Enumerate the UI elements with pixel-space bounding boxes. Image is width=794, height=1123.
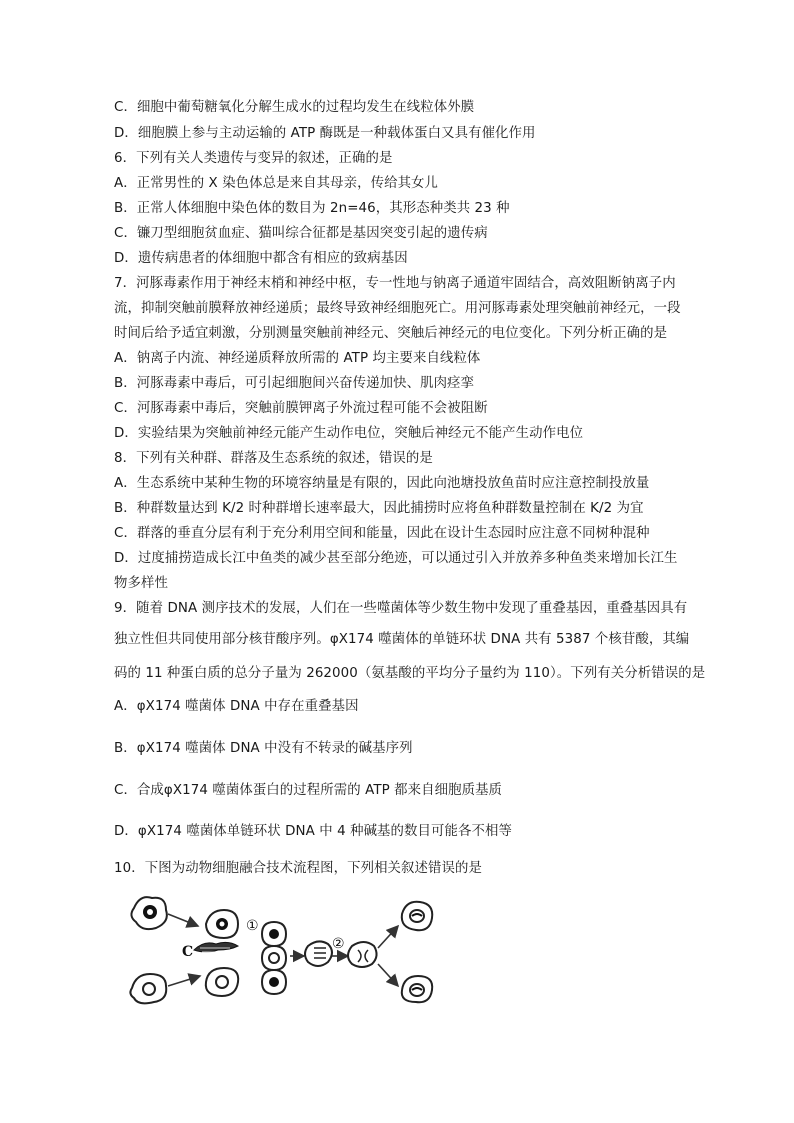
question-5-option-c: C．细胞中葡萄糖氧化分解生成水的过程均发生在线粒体外膜 (114, 100, 475, 115)
question-6-option-a: A．正常男性的 X 染色体总是来自其母亲，传给其女儿 (114, 176, 439, 191)
question-7-option-b: B．河豚毒素中毒后，可引起细胞间兴奋传递加快、肌肉痉挛 (114, 376, 475, 391)
question-6-stem: 6．下列有关人类遗传与变异的叙述，正确的是 (114, 151, 393, 166)
question-7-stem-line-2: 流，抑制突触前膜释放神经递质；最终导致神经细胞死亡。用河豚毒素处理突触前神经元，一段 (114, 301, 681, 316)
cell-pair-bottom (206, 968, 238, 996)
question-7-option-c: C．河豚毒素中毒后，突触前膜钾离子外流过程可能不会被阻断 (114, 401, 488, 416)
question-9-stem-line-2: 独立性但共同使用部分核苷酸序列。φX174 噬菌体的单链环状 DNA 共有 5387 个核苷酸，其编 (114, 632, 690, 647)
question-5-option-d: D．细胞膜上参与主动运输的 ATP 酶既是一种载体蛋白又具有催化作用 (114, 126, 536, 141)
step-2-label: ② (332, 936, 345, 952)
question-7-stem-line-3: 时间后给予适宜刺激，分别测量突触前神经元、突触后神经元的电位变化。下列分析正确的是 (114, 326, 668, 341)
hybrid-cell (305, 941, 332, 966)
question-10-stem: 10．下图为动物细胞融合技术流程图，下列相关叙述错误的是 (114, 861, 482, 876)
question-8-stem: 8．下列有关种群、群落及生态系统的叙述，错误的是 (114, 451, 433, 466)
question-8-option-d-line-2: 物多样性 (114, 576, 168, 591)
question-9-option-d: D．φX174 噬菌体单链环状 DNA 中 4 种碱基的数目可能各不相等 (114, 824, 512, 839)
daughter-cell-top (402, 902, 432, 931)
source-cell-a (131, 897, 166, 929)
question-8-option-c: C．群落的垂直分层有利于充分利用空间和能量，因此在设计生态园时应注意不同树种混种 (114, 526, 650, 541)
question-7-option-a: A．钠离子内流、神经递质释放所需的 ATP 均主要来自线粒体 (114, 351, 481, 366)
arrow-a-to-fusion (168, 914, 198, 926)
question-7-option-d: D．实验结果为突触前神经元能产生动作电位，突触后神经元不能产生动作电位 (114, 426, 584, 441)
question-9-stem-line-3: 码的 11 种蛋白质的总分子量为 262000（氨基酸的平均分子量约为 110）。下列有关分析错误的是 (114, 666, 706, 681)
question-9-stem-line-1: 9．随着 DNA 测序技术的发展，人们在一些噬菌体等少数生物中发现了重叠基因，重叠基因具有 (114, 601, 688, 616)
question-8-option-d-line-1: D．过度捕捞造成长江中鱼类的减少甚至部分绝迹，可以通过引入并放养多种鱼类来增加长江生 (114, 551, 678, 566)
label-c: C (182, 944, 194, 960)
daughter-cell-bottom (402, 976, 432, 1002)
step-1-label: ① (246, 918, 259, 934)
fusion-agent-c (194, 942, 238, 952)
question-9-option-c: C．合成φX174 噬菌体蛋白的过程所需的 ATP 都来自细胞质基质 (114, 783, 503, 798)
question-6-option-c: C．镰刀型细胞贫血症、猫叫综合征都是基因突变引起的遗传病 (114, 226, 488, 241)
cell-fusion-diagram (120, 886, 450, 1016)
question-9-option-b: B．φX174 噬菌体 DNA 中没有不转录的碱基序列 (114, 741, 413, 756)
cell-pair-top (206, 910, 238, 938)
question-9-option-a: A．φX174 噬菌体 DNA 中存在重叠基因 (114, 699, 359, 714)
question-6-option-d: D．遗传病患者的体细胞中都含有相应的致病基因 (114, 251, 408, 266)
arrow-to-daughter-bottom (378, 964, 398, 986)
question-8-option-b: B．种群数量达到 K/2 时种群增长速率最大，因此捕捞时应将鱼种群数量控制在 K/2 为宜 (114, 501, 644, 516)
arrow-to-daughter-top (378, 926, 398, 948)
fused-cell-stack (262, 922, 286, 994)
question-6-option-b: B．正常人体细胞中染色体的数目为 2n=46，其形态种类共 23 种 (114, 201, 510, 216)
arrow-b-to-fusion (168, 976, 200, 986)
question-7-stem-line-1: 7．河豚毒素作用于神经末梢和神经中枢，专一性地与钠离子通道牢固结合，高效阻断钠离子内 (114, 276, 676, 291)
question-8-option-a: A．生态系统中某种生物的环境容纳量是有限的，因此向池塘投放鱼苗时应注意控制投放量 (114, 476, 650, 491)
source-cell-b (130, 974, 166, 1003)
dividing-cell (348, 942, 377, 967)
